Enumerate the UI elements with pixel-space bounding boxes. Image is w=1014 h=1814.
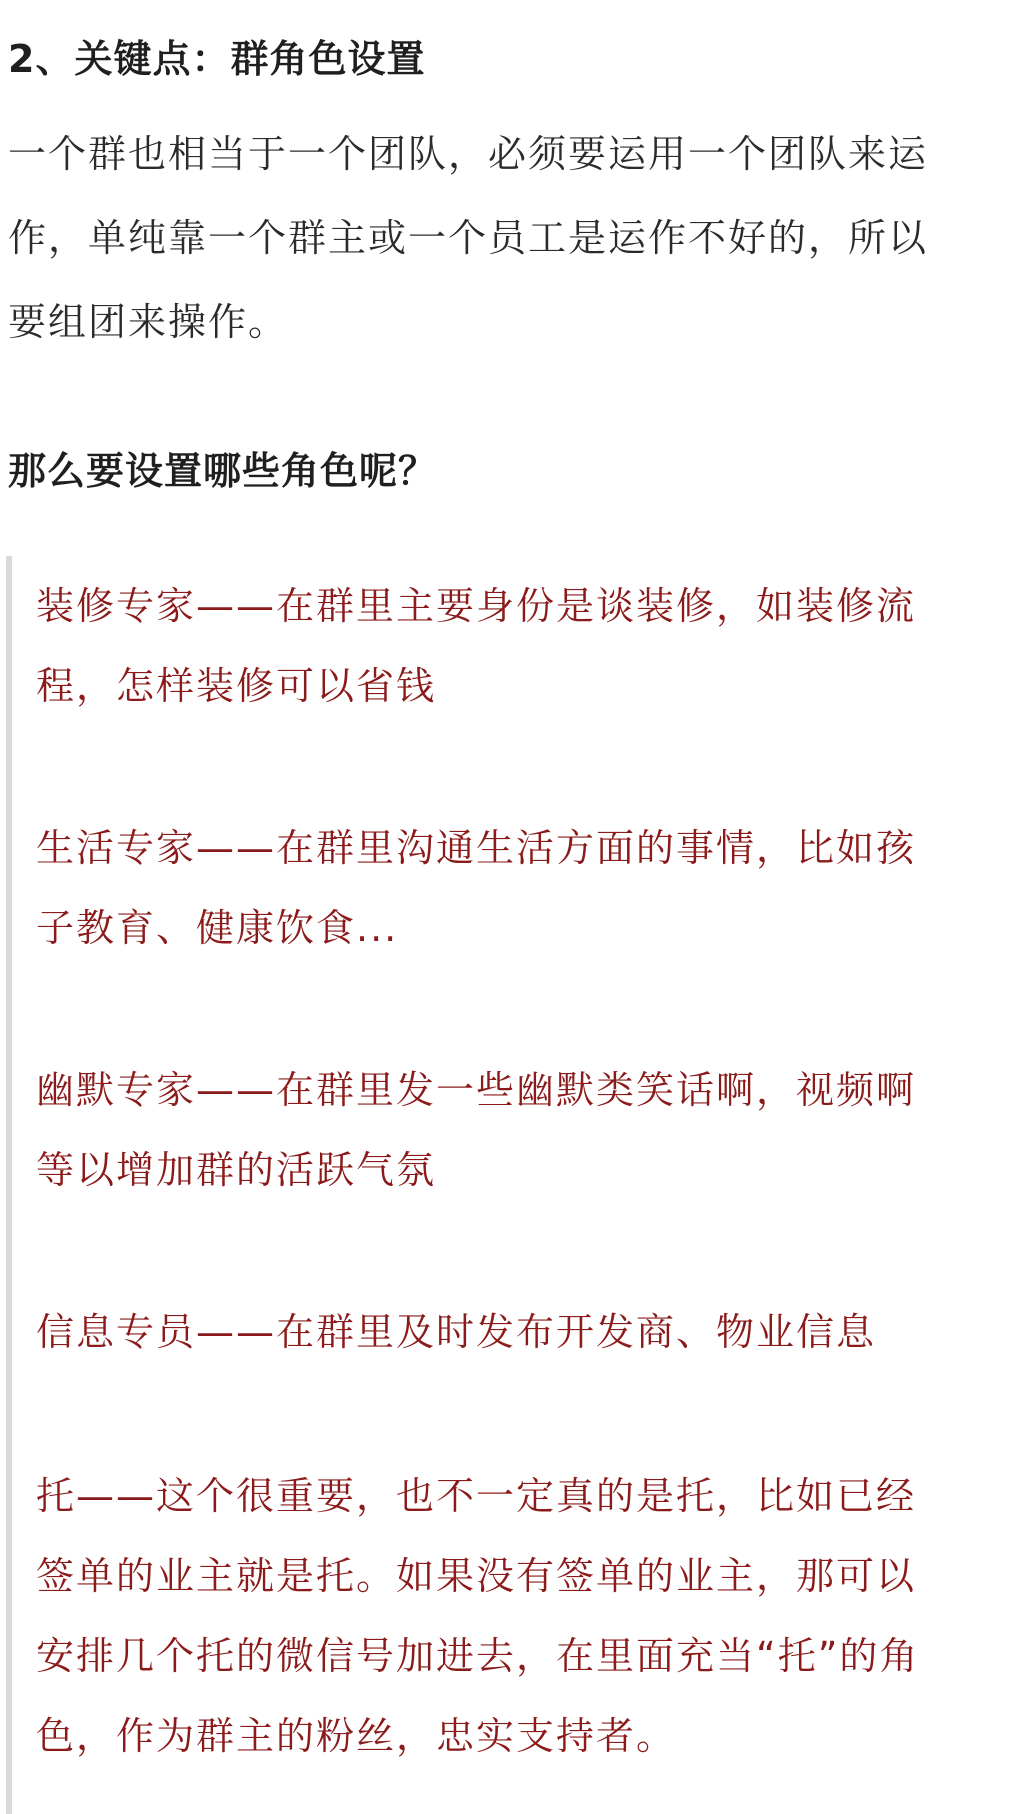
role-line: 签单的业主就是托。如果没有签单的业主，那可以 xyxy=(36,1554,917,1598)
role-humor-expert xyxy=(36,1050,1002,1210)
intro-paragraph xyxy=(8,112,1008,364)
role-line: 托——这个很重要，也不一定真的是托，比如已经 xyxy=(36,1474,917,1518)
intro-line: 一个群也相当于一个团队，必须要运用一个团队来运 xyxy=(8,132,929,176)
role-line: 安排几个托的微信号加进去，在里面充当“托”的角 xyxy=(36,1634,920,1678)
role-line: 程，怎样装修可以省钱 xyxy=(36,664,437,708)
role-line: 子教育、健康饮食... xyxy=(36,906,399,950)
role-line: 色，作为群主的粉丝，忠实支持者。 xyxy=(36,1714,677,1758)
role-info-specialist xyxy=(36,1292,1002,1372)
roles-question-heading: 那么要设置哪些角色呢？ xyxy=(8,449,438,493)
intro-line: 要组团来操作。 xyxy=(8,300,289,344)
role-line: 装修专家——在群里主要身份是谈装修，如装修流 xyxy=(36,584,917,628)
role-line: 等以增加群的活跃气氛 xyxy=(36,1148,437,1192)
role-line: 信息专员——在群里及时发布开发商、物业信息 xyxy=(36,1310,877,1354)
role-line: 幽默专家——在群里发一些幽默类笑话啊，视频啊 xyxy=(36,1068,917,1112)
intro-line: 作，单纯靠一个群主或一个员工是运作不好的，所以 xyxy=(8,216,929,260)
role-life-expert xyxy=(36,808,1002,968)
role-decoration-expert xyxy=(36,566,1002,726)
role-line: 生活专家——在群里沟通生活方面的事情，比如孩 xyxy=(36,826,917,870)
section-heading: 2、关键点：群角色设置 xyxy=(8,37,426,81)
role-shill xyxy=(36,1456,1002,1776)
